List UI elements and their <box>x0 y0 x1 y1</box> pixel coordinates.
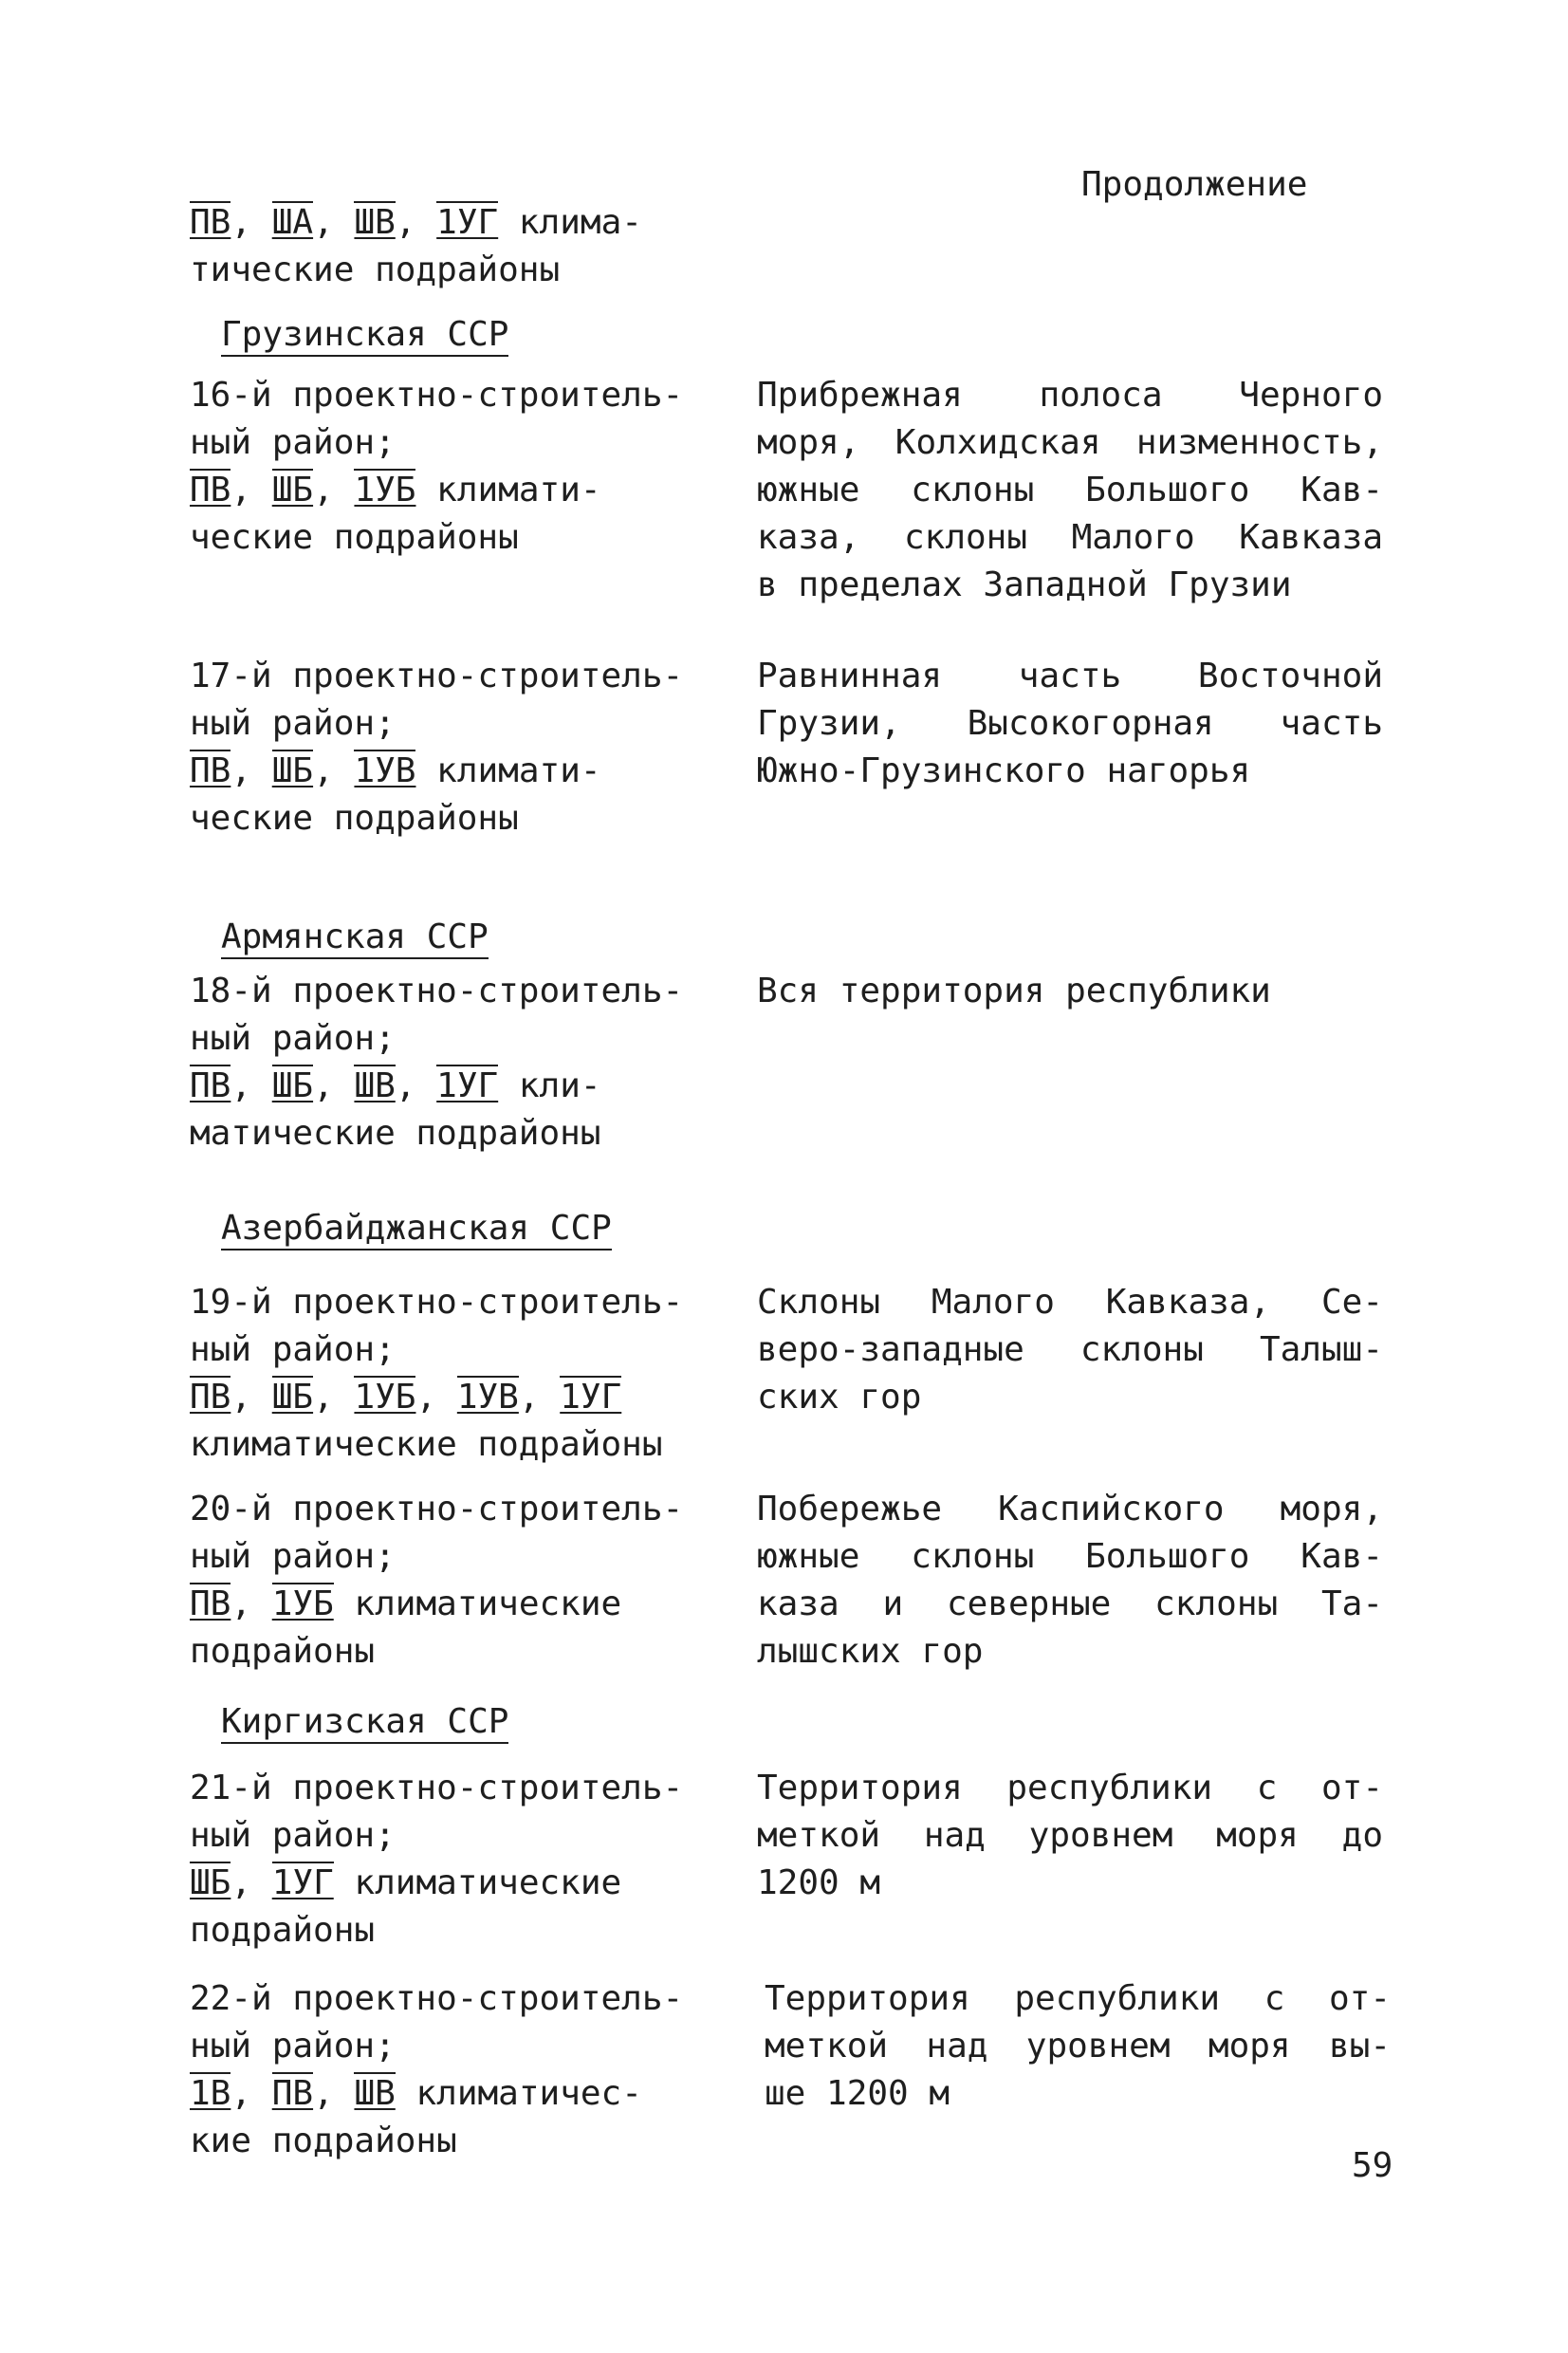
code-pv: ПВ <box>190 203 231 242</box>
district-16: 16-й проектно-строитель- ный район; ПВ, ШБ, 1УБ климати- ческие подрайоны <box>190 372 721 562</box>
intro-line: тические подрайоны <box>190 250 561 289</box>
district-21: 21-й проектно-строитель- ный район; ШБ, 1УГ климатические подрайоны <box>190 1765 721 1955</box>
district-20: 20-й проектно-строитель- ный район; ПВ, 1УБ климатические подрайоны <box>190 1486 721 1676</box>
codes-line: ПВ, ШБ, 1УБ климати- <box>190 471 601 510</box>
codes-line: ПВ, 1УБ климатические <box>190 1584 622 1623</box>
territory-19: Склоны Малого Кавказа, Се- веро-западные склоны Талыш- ских гор <box>757 1283 1383 1417</box>
district-17: 17-й проектно-строитель- ный район; ПВ, ШБ, 1УВ климати- ческие подрайоны <box>190 653 721 843</box>
territory-16: Прибрежная полоса Черного моря, Колхидская низменность, южные склоны Большого Кав- каза, склоны Малого Кавказа в пределах Западной Грузии <box>757 376 1383 604</box>
territory-17: Равнинная часть Восточной Грузии, Высокогорная часть Южно-Грузинского нагорья <box>757 657 1383 790</box>
code-sha: ША <box>271 203 314 242</box>
codes-line: ПВ, ШБ, 1УБ, 1УВ, 1УГ <box>190 1378 622 1417</box>
territory-20: Побережье Каспийского моря, южные склоны Большого Кав- каза и северные склоны Та- лышских гор <box>757 1490 1383 1671</box>
code-1ug: 1УГ <box>436 203 499 242</box>
section-title-azerbaijan: Азербайджанская ССР <box>221 1205 612 1252</box>
page-number: 59 <box>1352 2146 1393 2185</box>
intro-block <box>190 199 721 294</box>
section-title-armenia: Армянская ССР <box>221 914 489 961</box>
territory-22: Территория республики с от- меткой над уровнем моря вы- ше 1200 м <box>765 1979 1391 2113</box>
district-22: 22-й проектно-строитель- ный район; 1В, ПВ, ШВ климатичес- кие подрайоны <box>190 1975 721 2165</box>
code-shv: ШВ <box>354 203 396 242</box>
continuation-label: Продолжение <box>1081 165 1308 204</box>
territory-21: Территория республики с от- меткой над уровнем моря до 1200 м <box>757 1769 1383 1902</box>
district-19: 19-й проектно-строитель- ный район; ПВ, ШБ, 1УБ, 1УВ, 1УГ климатические подрайоны <box>190 1279 721 1469</box>
codes-line: 1В, ПВ, ШВ климатичес- <box>190 2074 642 2113</box>
intro-suffix: клима- <box>518 203 642 242</box>
district-18: 18-й проектно-строитель- ный район; ПВ, ШБ, ШВ, 1УГ кли- матические подрайоны <box>190 968 721 1158</box>
territory-18: Вся территория республики <box>757 972 1271 1010</box>
codes-line: ПВ, ШБ, 1УВ климати- <box>190 751 601 790</box>
intro-codes-line: ПВ, ША, ШВ, 1УГ клима- <box>190 203 642 242</box>
section-title-kyrgyzstan: Киргизская ССР <box>221 1698 508 1746</box>
section-title-georgia: Грузинская ССР <box>221 311 508 359</box>
codes-line: ПВ, ШБ, ШВ, 1УГ кли- <box>190 1066 601 1105</box>
codes-line: ШБ, 1УГ климатические <box>190 1863 622 1902</box>
